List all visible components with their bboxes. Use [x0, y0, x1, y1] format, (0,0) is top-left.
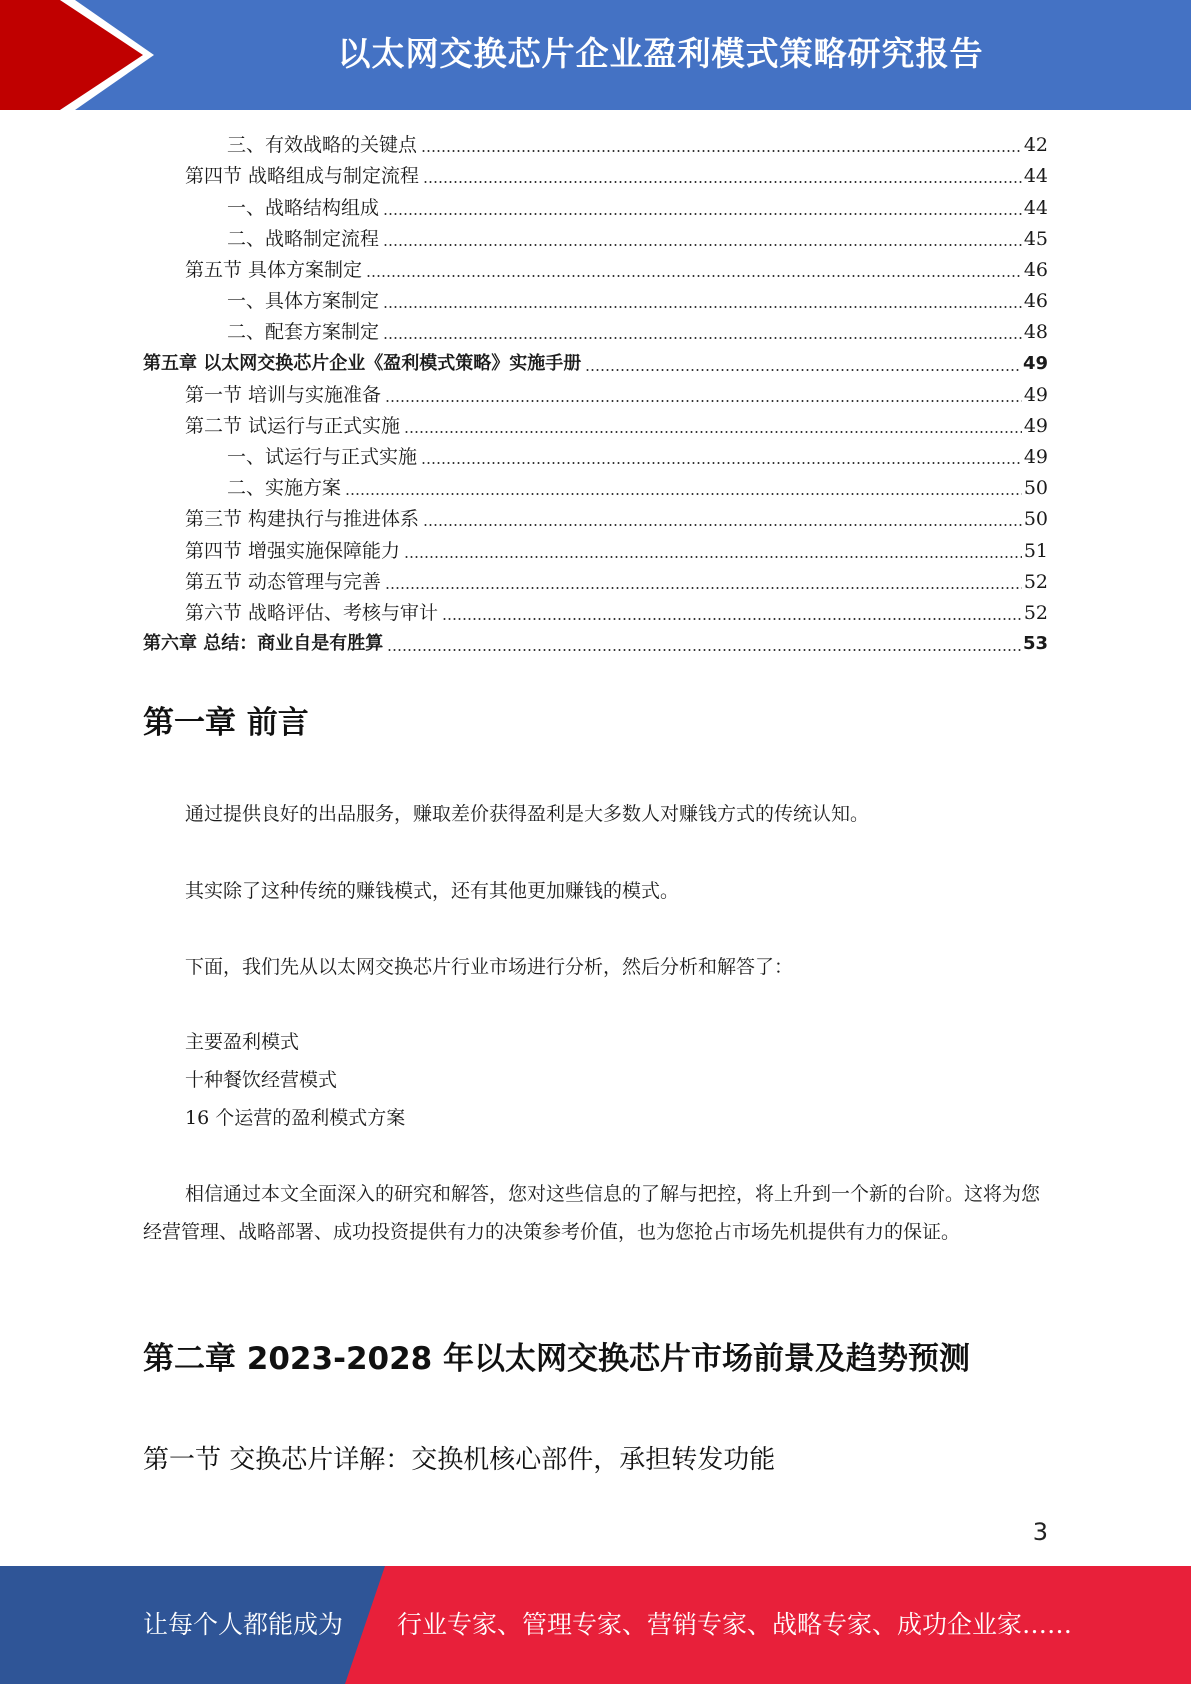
toc-entry[interactable] — [143, 596, 1048, 627]
toc-dot-leader — [387, 649, 1021, 651]
toc-entry-page: 49 — [1022, 352, 1048, 374]
toc-entry-title: 第四节 战略组成与制定流程 — [185, 165, 420, 188]
toc-entry-title: 一、具体方案制定 — [227, 290, 380, 313]
toc-entry-title: 第五章 以太网交换芯片企业《盈利模式策略》实施手册 — [143, 352, 582, 374]
toc-dot-leader — [442, 618, 1022, 620]
toc-dot-leader — [383, 306, 1022, 308]
toc-entry[interactable] — [143, 533, 1048, 564]
toc-dot-leader — [421, 462, 1022, 464]
toc-entry-title: 三、有效战略的关键点 — [227, 134, 418, 157]
list-item: 主要盈利模式 — [185, 1031, 300, 1053]
toc-entry-page: 52 — [1023, 602, 1048, 624]
bullet-list — [185, 1023, 405, 1137]
toc-entry[interactable] — [143, 471, 1048, 502]
toc-entry[interactable] — [143, 627, 1048, 658]
toc-entry-title: 第五节 具体方案制定 — [185, 258, 363, 281]
toc-entry-page: 45 — [1023, 227, 1048, 250]
toc-entry[interactable] — [143, 284, 1048, 315]
page-number: 3 — [1032, 1518, 1048, 1546]
toc-entry[interactable] — [143, 440, 1048, 471]
toc-entry-title: 第三节 构建执行与推进体系 — [185, 508, 420, 531]
toc-entry-page: 42 — [1023, 134, 1048, 157]
toc-dot-leader — [404, 556, 1022, 558]
toc-dot-leader — [421, 150, 1022, 152]
toc-dot-leader — [383, 337, 1022, 339]
report-title: 以太网交换芯片企业盈利模式策略研究报告 — [337, 34, 984, 73]
paragraph: 相信通过本文全面深入的研究和解答，您对这些信息的了解与把控，将上升到一个新的台阶。这将为您经营管理、战略部署、成功投资提供有力的决策参考价值，也为您抢占市场先机提供有力的保证。 — [143, 1183, 1041, 1243]
toc-entry[interactable] — [143, 565, 1048, 596]
footer-banner — [0, 1566, 1191, 1684]
toc-dot-leader — [385, 587, 1022, 589]
toc-entry-title: 二、配套方案制定 — [227, 321, 380, 344]
toc-dot-leader — [423, 181, 1022, 183]
toc-entry-title: 第五节 动态管理与完善 — [185, 570, 382, 593]
toc-entry-page: 51 — [1023, 539, 1048, 562]
toc-entry-title: 第二节 试运行与正式实施 — [185, 414, 401, 437]
toc-dot-leader — [404, 431, 1022, 433]
list-item: 十种餐饮经营模式 — [185, 1069, 338, 1091]
header-banner — [0, 0, 1191, 110]
toc-entry-page: 44 — [1023, 196, 1048, 219]
paragraph: 通过提供良好的出品服务，赚取差价获得盈利是大多数人对赚钱方式的传统认知。 — [185, 803, 870, 825]
toc-entry-page: 48 — [1023, 321, 1048, 344]
toc-entry-title: 二、战略制定流程 — [227, 227, 380, 250]
toc-dot-leader — [366, 275, 1022, 277]
toc-dot-leader — [383, 244, 1022, 246]
toc-entry[interactable] — [143, 378, 1048, 409]
footer-slogan-left: 让每个人都能成为 — [143, 1610, 344, 1639]
toc-entry[interactable] — [143, 409, 1048, 440]
toc-entry[interactable] — [143, 346, 1048, 377]
toc-entry-title: 第六节 战略评估、考核与审计 — [185, 602, 439, 624]
chapter-heading: 第一章 前言 — [143, 705, 309, 741]
toc-entry-page: 46 — [1023, 258, 1048, 281]
toc-entry-page: 49 — [1023, 383, 1048, 406]
toc-entry-title: 一、试运行与正式实施 — [227, 446, 418, 469]
toc-entry[interactable] — [143, 253, 1048, 284]
toc-entry-title: 第一节 培训与实施准备 — [185, 383, 382, 406]
toc-entry[interactable] — [143, 190, 1048, 221]
toc-entry[interactable] — [143, 502, 1048, 533]
toc-entry-page: 50 — [1023, 508, 1048, 531]
chapter-heading: 第二章 2023-2028 年以太网交换芯片市场前景及趋势预测 — [143, 1341, 971, 1377]
toc-entry-page: 50 — [1023, 477, 1048, 500]
section-heading: 第一节 交换芯片详解：交换机核心部件，承担转发功能 — [143, 1445, 776, 1475]
toc-dot-leader — [383, 213, 1022, 215]
toc-entry-page: 53 — [1022, 633, 1048, 655]
paragraph: 下面，我们先从以太网交换芯片行业市场进行分析，然后分析和解答了： — [185, 956, 794, 978]
toc-entry-page: 49 — [1023, 446, 1048, 469]
toc-dot-leader — [423, 524, 1022, 526]
paragraph: 其实除了这种传统的赚钱模式，还有其他更加赚钱的模式。 — [185, 880, 680, 902]
toc-dot-leader — [585, 369, 1021, 371]
toc-entry[interactable] — [143, 128, 1048, 159]
toc-entry[interactable] — [143, 222, 1048, 253]
toc-dot-leader — [345, 493, 1022, 495]
toc-entry[interactable] — [143, 159, 1048, 190]
toc-entry-page: 52 — [1023, 570, 1048, 593]
toc-entry-page: 44 — [1023, 165, 1048, 188]
table-of-contents — [143, 128, 1048, 658]
toc-entry-page: 46 — [1023, 290, 1048, 313]
toc-entry-title: 一、战略结构组成 — [227, 196, 380, 219]
list-item: 16 个运营的盈利模式方案 — [185, 1107, 406, 1129]
toc-entry-title: 二、实施方案 — [227, 477, 342, 500]
toc-entry-title: 第四节 增强实施保障能力 — [185, 539, 401, 562]
toc-entry-title: 第六章 总结：商业自是有胜算 — [143, 633, 384, 655]
footer-slogan-right: 行业专家、管理专家、营销专家、战略专家、成功企业家…… — [397, 1610, 1073, 1639]
toc-entry-page: 49 — [1023, 414, 1048, 437]
toc-entry[interactable] — [143, 315, 1048, 346]
toc-dot-leader — [385, 400, 1022, 402]
